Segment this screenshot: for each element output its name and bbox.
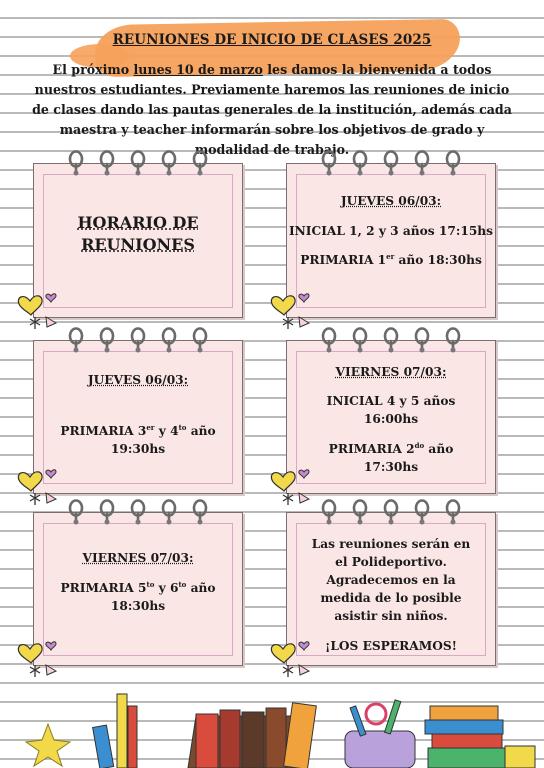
spiral-ring-icon <box>98 499 116 525</box>
schedule-line <box>34 422 242 440</box>
page-title: REUNIONES DE INICIO DE CLASES 2025 <box>112 32 432 48</box>
card-jueves-inicial-text <box>277 192 505 269</box>
card-horario <box>33 163 243 318</box>
text: año <box>424 442 454 456</box>
horario-line2: REUNIONES <box>81 235 195 254</box>
closing-text: ¡LOS ESPERAMOS! <box>325 639 457 653</box>
books-stack-right-icon <box>425 706 535 768</box>
card-heading: VIERNES 07/03: <box>335 365 447 379</box>
books-stack-left-icon <box>93 694 137 768</box>
spiral-ring-icon <box>320 327 338 353</box>
hearts-decoration-icon <box>16 287 64 331</box>
spiral-ring-icon <box>444 150 462 176</box>
horario-line1: HORARIO DE <box>77 213 199 232</box>
spiral-ring-icon <box>191 327 209 353</box>
spiral-ring-icon <box>98 150 116 176</box>
spiral-ring-icon <box>160 499 178 525</box>
card-viernes-primaria-text <box>34 549 242 615</box>
spiral-ring-icon <box>413 499 431 525</box>
spiral-ring-icon <box>444 327 462 353</box>
schedule-time: 18:30hs <box>110 599 166 613</box>
intro-date-highlight: lunes 10 de marzo <box>133 62 263 77</box>
schedule-line: INICIAL 1, 2 y 3 años 17:15hs <box>288 224 494 238</box>
spiral-ring-icon <box>382 327 400 353</box>
spiral-ring-icon <box>320 150 338 176</box>
text: y 6 <box>154 581 179 595</box>
text: año 18:30hs <box>394 253 482 267</box>
schedule-line: INICIAL 4 y 5 años <box>326 394 456 408</box>
schedule-time: 16:00hs <box>363 412 419 426</box>
spiral-ring-icon <box>129 150 147 176</box>
card-jueves-inicial <box>286 163 496 318</box>
pencil-cup-icon <box>345 700 415 768</box>
card-jueves-primaria <box>33 340 243 494</box>
info-line: Las reuniones serán en <box>311 537 471 551</box>
spiral-ring-icon <box>129 327 147 353</box>
text: PRIMARIA 2 <box>328 442 415 456</box>
card-viernes-inicial-text <box>287 363 495 476</box>
card-jueves-primaria-text <box>34 371 242 458</box>
spiral-rings <box>287 150 495 180</box>
info-line: Agradecemos en la <box>326 573 456 587</box>
spiral-ring-icon <box>191 150 209 176</box>
spiral-rings <box>34 150 242 180</box>
card-heading: JUEVES 06/03: <box>87 373 189 387</box>
spiral-ring-icon <box>67 499 85 525</box>
ordinal: er <box>386 251 395 261</box>
ordinal: to <box>146 579 155 589</box>
card-info-text <box>287 535 495 655</box>
spiral-rings <box>287 327 495 357</box>
schedule-line <box>287 440 495 458</box>
info-line: medida de lo posible <box>320 591 462 605</box>
intro-paragraph <box>30 60 514 160</box>
schedule-time: 19:30hs <box>110 442 166 456</box>
spiral-ring-icon <box>444 499 462 525</box>
spiral-rings <box>34 499 242 529</box>
ordinal: to <box>178 579 187 589</box>
spiral-ring-icon <box>320 499 338 525</box>
spiral-ring-icon <box>191 499 209 525</box>
ordinal: to <box>178 422 187 432</box>
spiral-ring-icon <box>382 150 400 176</box>
spiral-ring-icon <box>382 499 400 525</box>
books-row-icon <box>188 703 316 768</box>
books-illustration <box>0 686 544 768</box>
card-heading: VIERNES 07/03: <box>82 551 194 565</box>
spiral-rings <box>34 327 242 357</box>
spiral-ring-icon <box>160 150 178 176</box>
text: PRIMARIA 1 <box>300 253 387 267</box>
spiral-ring-icon <box>160 327 178 353</box>
info-line: el Polideportivo. <box>335 555 447 569</box>
schedule-line <box>34 579 242 597</box>
card-horario-title <box>34 212 242 256</box>
text: año <box>186 424 216 438</box>
spiral-ring-icon <box>413 327 431 353</box>
spiral-ring-icon <box>413 150 431 176</box>
ordinal: do <box>414 440 425 450</box>
text: PRIMARIA 3 <box>60 424 147 438</box>
intro-text-rest: les damos la bienvenida a todos nuestros estudiantes. Previamente haremos las reuniones de inicio de clases dando las pautas generales de la institución, además cada maestra y teacher informarán sobre los objetivos de grado y modalidad de trabajo. <box>32 62 512 157</box>
spiral-ring-icon <box>129 499 147 525</box>
info-line: asistir sin niños. <box>334 609 448 623</box>
spiral-ring-icon <box>351 327 369 353</box>
text: y 4 <box>154 424 179 438</box>
schedule-line <box>277 251 505 269</box>
ordinal: er <box>146 422 155 432</box>
hearts-decoration-icon <box>16 635 64 679</box>
spiral-ring-icon <box>351 499 369 525</box>
star-icon <box>26 724 70 766</box>
card-viernes-inicial <box>286 340 496 494</box>
schedule-time: 17:30hs <box>363 460 419 474</box>
spiral-ring-icon <box>351 150 369 176</box>
card-info <box>286 512 496 666</box>
spiral-ring-icon <box>98 327 116 353</box>
spiral-ring-icon <box>67 327 85 353</box>
intro-text-start: El próximo <box>52 62 134 77</box>
hearts-decoration-icon <box>269 287 317 331</box>
spiral-rings <box>287 499 495 529</box>
spiral-ring-icon <box>67 150 85 176</box>
card-heading: JUEVES 06/03: <box>340 194 442 208</box>
hearts-decoration-icon <box>269 635 317 679</box>
card-viernes-primaria <box>33 512 243 666</box>
text: PRIMARIA 5 <box>60 581 147 595</box>
text: año <box>186 581 216 595</box>
